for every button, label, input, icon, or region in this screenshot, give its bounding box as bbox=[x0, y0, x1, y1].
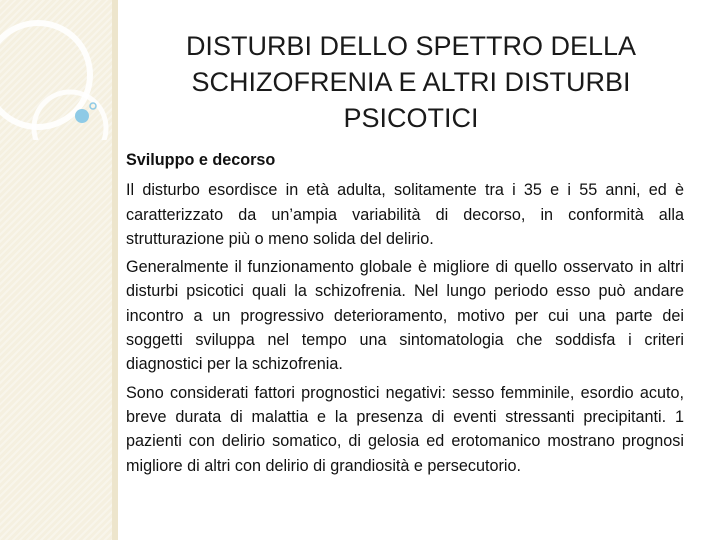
paragraph-functioning: Generalmente il funzionamento globale è migliore di quello osservato in altri disturbi psicotici quali la schizofrenia. Nel lungo periodo esso può andare incontro a un progressivo deterioramento, motivo per cui una parte dei soggetti sviluppa nel tempo una sintomatologia che soddisfa i criteri diagnostici per la schizofrenia. bbox=[126, 258, 684, 374]
blue-dot bbox=[75, 109, 89, 123]
slide-title bbox=[126, 28, 696, 136]
title-line-2: SCHIZOFRENIA E ALTRI DISTURBI bbox=[191, 67, 631, 97]
section-heading: Sviluppo e decorso bbox=[126, 151, 276, 169]
small-ring bbox=[90, 103, 96, 109]
slide-body bbox=[126, 148, 684, 482]
large-ring bbox=[0, 23, 90, 127]
paragraph-prognosis: Sono considerati fattori prognostici negativi: sesso femminile, esordio acuto, breve durata di malattia e la presenza di eventi stressanti precipitanti. 1 pazienti con delirio somatico, di gelosia ed erotomanico mostrano prognosi migliore di altri con delirio di grandiosità e persecutorio. bbox=[126, 383, 684, 475]
decorative-circles bbox=[0, 0, 130, 140]
paragraph-onset: Il disturbo esordisce in età adulta, solitamente tra i 35 e i 55 anni, ed è caratterizzato da un’ampia variabilità di decorso, in conformità alla strutturazione più o meno solida del delirio. bbox=[126, 181, 684, 248]
title-line-1: DISTURBI DELLO SPETTRO DELLA bbox=[185, 31, 637, 61]
title-line-3: PSICOTICI bbox=[343, 103, 479, 133]
